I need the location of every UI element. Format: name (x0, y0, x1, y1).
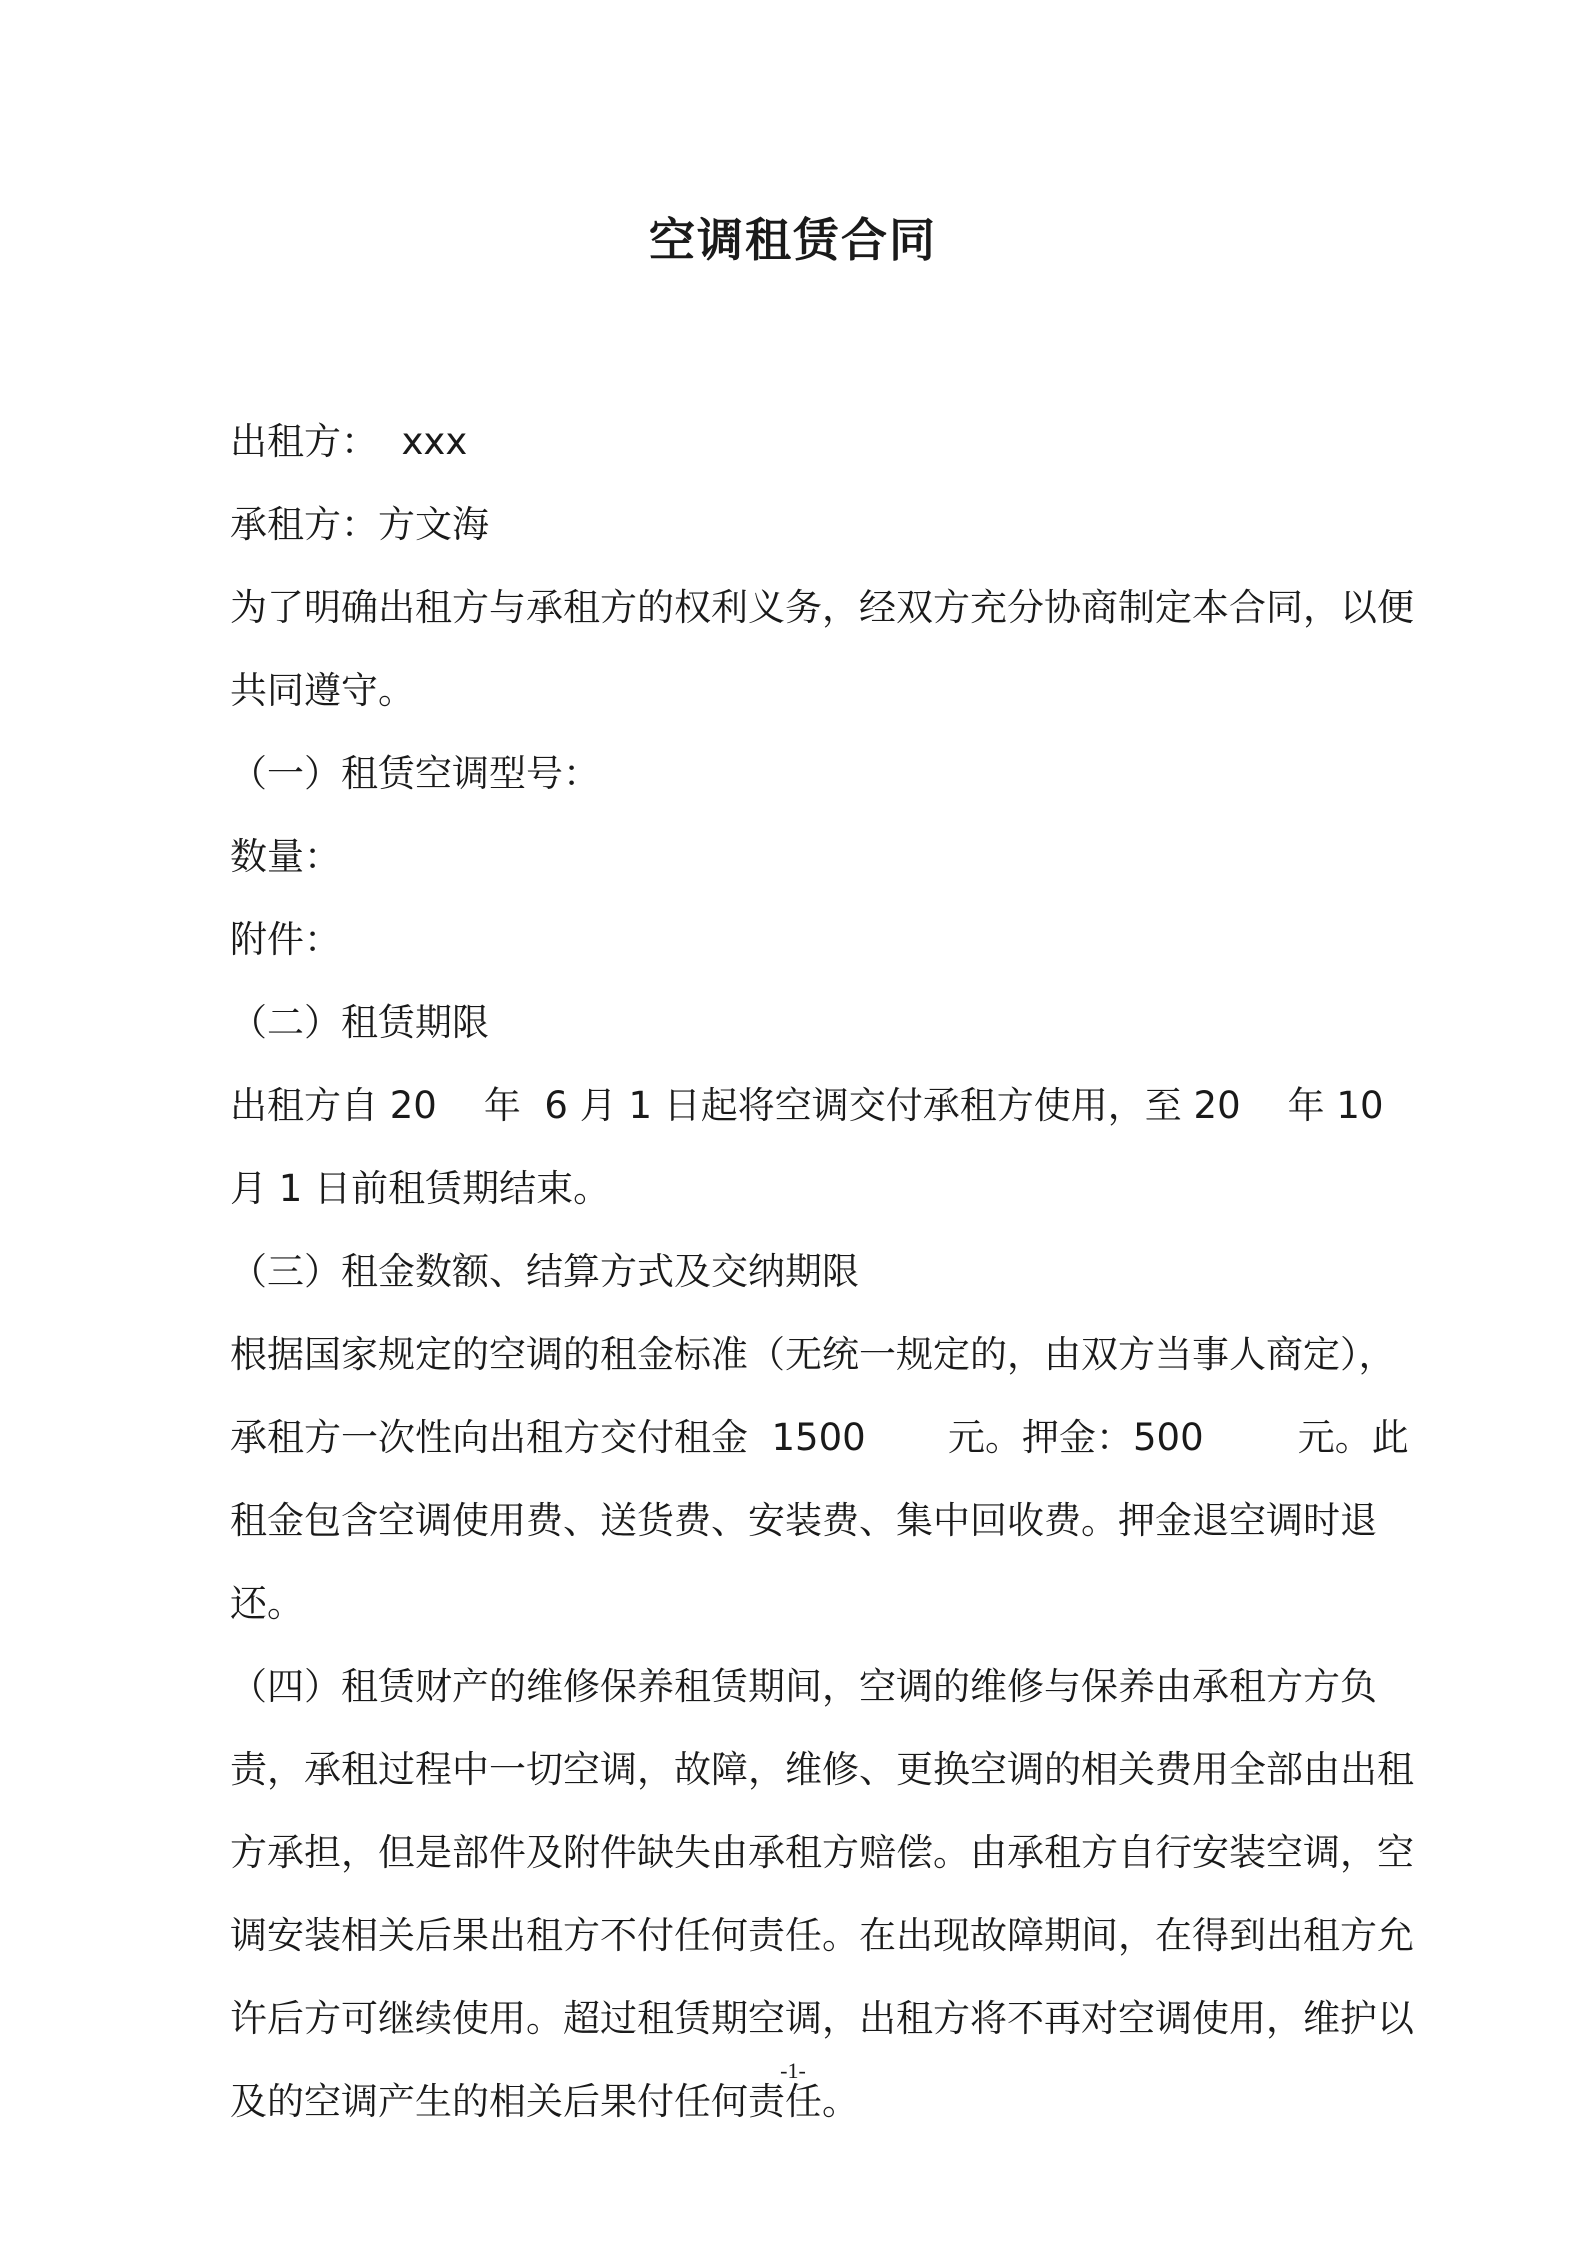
section-3-heading: （三）租金数额、结算方式及交纳期限 (230, 1250, 859, 1293)
lessor-line: 出租方： xxx (230, 420, 468, 463)
quantity-line: 数量： (230, 835, 341, 878)
lease-term-paragraph: 出租方自 20 年 6 月 1 日起将空调交付承租方使用，至 20 年 10 月 1 日前租赁期结束。 (230, 1084, 1396, 1210)
section-2-heading: （二）租赁期限 (230, 1001, 489, 1044)
lessee-line: 承租方：方文海 (230, 503, 489, 546)
preamble-paragraph: 为了明确出租方与承租方的权利义务，经双方充分协商制定本合同，以便共同遵守。 (230, 586, 1414, 712)
rent-paragraph: 根据国家规定的空调的租金标准（无统一规定的，由双方当事人商定），承租方一次性向出租方交付租金 1500 元。押金：500 元。此租金包含空调使用费、送货费、安装费、集中回收费。押金退空调时退还。 (230, 1333, 1409, 1625)
section-4-paragraph: （四）租赁财产的维修保养租赁期间，空调的维修与保养由承租方方负责，承租过程中一切空调，故障，维修、更换空调的相关费用全部由出租方承担，但是部件及附件缺失由承租方赔偿。由承租方自行安装空调，空调安装相关后果出租方不付任何责任。在出现故障期间，在得到出租方允许后方可继续使用。超过租赁期空调，出租方将不再对空调使用，维护以及的空调产生的相关后果付任何责任。 (230, 1665, 1414, 2123)
attachments-line: 附件： (230, 918, 341, 961)
section-1-heading: （一）租赁空调型号： (230, 752, 600, 795)
document-title: 空调租赁合同 (649, 213, 937, 267)
page-number: -1- (780, 2058, 806, 2083)
document-body (230, 400, 1430, 2143)
